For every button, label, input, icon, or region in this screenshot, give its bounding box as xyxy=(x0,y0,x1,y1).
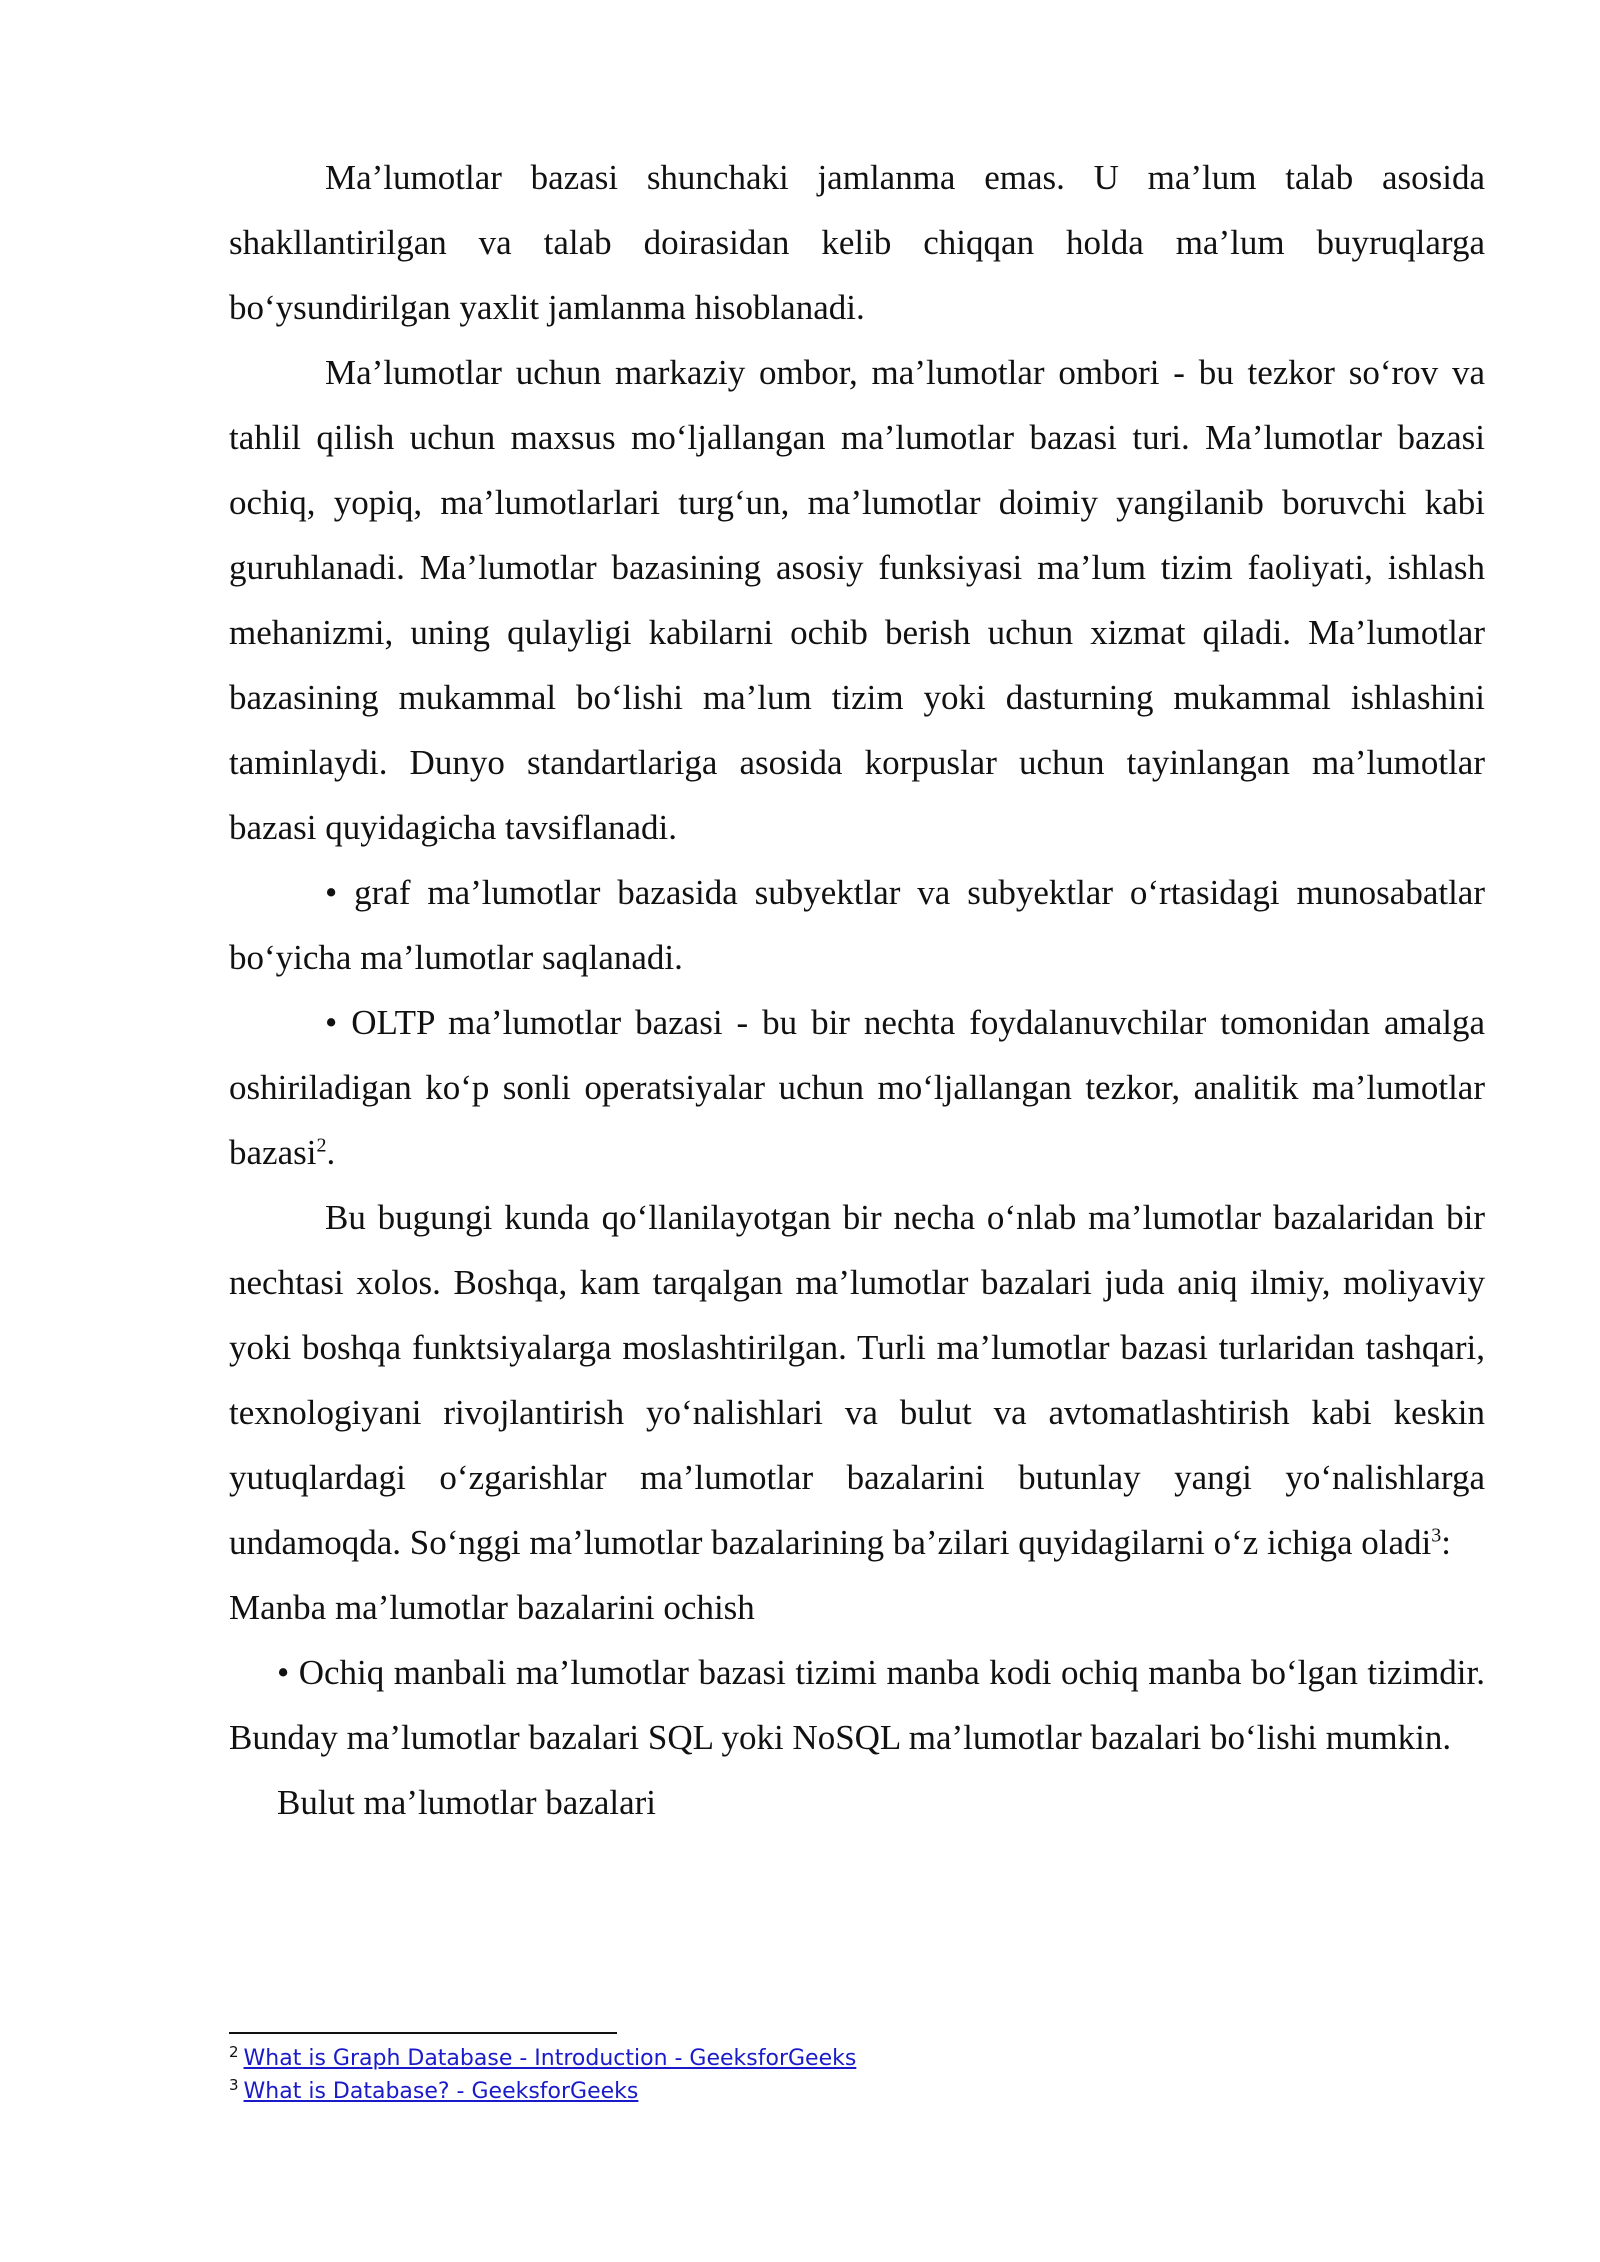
bullet-graph-database xyxy=(229,860,1485,990)
footnote-ref-3[interactable]: 3 xyxy=(1431,1524,1442,1547)
footnote-3 xyxy=(229,2075,1229,2108)
heading-cloud-databases-text: Bulut ma’lumotlar bazalari xyxy=(277,1783,657,1822)
footnote-link-graph-database[interactable]: What is Graph Database - Introduction - GeeksforGeeks xyxy=(243,2046,857,2071)
footnote-number: 3 xyxy=(229,2075,239,2094)
bullet-open-source-database-text: • Ochiq manbali ma’lumotlar bazasi tizimi manba kodi ochiq manba bo‘lgan tizimdir. Bunday ma’lumotlar bazalari SQL yoki NoSQL ma’lumotlar bazalari bo‘lishi mumkin. xyxy=(229,1653,1485,1757)
paragraph-central-storage xyxy=(229,340,1485,860)
paragraph-intro-text: Ma’lumotlar bazasi shunchaki jamlanma emas. U ma’lum talab asosida shakllantirilgan va talab doirasidan kelib chiqqan holda ma’lum buyruqlarga bo‘ysundirilgan yaxlit jamlanma hisoblanadi. xyxy=(229,158,1485,327)
footnote-link-database[interactable]: What is Database? - GeeksforGeeks xyxy=(243,2079,639,2104)
paragraph-modern-databases-tail: : xyxy=(1441,1523,1451,1562)
bullet-oltp-database xyxy=(229,990,1485,1185)
footnotes xyxy=(229,2042,1229,2108)
paragraph-modern-databases xyxy=(229,1185,1485,1575)
heading-open-source-databases-text: Manba ma’lumotlar bazalarini ochish xyxy=(229,1588,755,1627)
heading-open-source-databases xyxy=(229,1575,1485,1640)
document-body xyxy=(229,145,1485,1835)
heading-cloud-databases xyxy=(229,1770,1485,1835)
bullet-open-source-database xyxy=(229,1640,1485,1770)
paragraph-intro xyxy=(229,145,1485,340)
footnote-number: 2 xyxy=(229,2042,239,2061)
footnote-ref-2[interactable]: 2 xyxy=(316,1134,327,1157)
bullet-oltp-database-tail: . xyxy=(326,1133,336,1172)
bullet-graph-database-text: • graf ma’lumotlar bazasida subyektlar va subyektlar o‘rtasidagi munosabatlar bo‘yicha ma’lumotlar saqlanadi. xyxy=(229,873,1485,977)
paragraph-modern-databases-text: Bu bugungi kunda qo‘llanilayotgan bir necha o‘nlab ma’lumotlar bazalaridan bir nechtasi xolos. Boshqa, kam tarqalgan ma’lumotlar bazalari juda aniq ilmiy, moliyaviy yoki boshqa funktsiyalarga moslashtirilgan. Turli ma’lumotlar bazasi turlaridan tashqari, texnologiyani rivojlantirish yo‘nalishlari va bulut va avtomatlashtirish kabi keskin yutuqlardagi o‘zgarishlar ma’lumotlar bazalarini butunlay yangi yo‘nalishlarga undamoqda. So‘nggi ma’lumotlar bazalarining ba’zilari quyidagilarni o‘z ichiga oladi xyxy=(229,1198,1485,1562)
bullet-oltp-database-text: • OLTP ma’lumotlar bazasi - bu bir nechta foydalanuvchilar tomonidan amalga oshiriladigan ko‘p sonli operatsiyalar uchun mo‘ljallangan tezkor, analitik ma’lumotlar bazasi xyxy=(229,1003,1485,1172)
footnote-separator xyxy=(229,2032,617,2034)
paragraph-central-storage-text: Ma’lumotlar uchun markaziy ombor, ma’lumotlar ombori - bu tezkor so‘rov va tahlil qilish uchun maxsus mo‘ljallangan ma’lumotlar bazasi turi. Ma’lumotlar bazasi ochiq, yopiq, ma’lumotlarlari turg‘un, ma’lumotlar doimiy yangilanib boruvchi kabi guruhlanadi. Ma’lumotlar bazasining asosiy funksiyasi ma’lum tizim faoliyati, ishlash mehanizmi, uning qulayligi kabilarni ochib berish uchun xizmat qiladi. Ma’lumotlar bazasining mukammal bo‘lishi ma’lum tizim yoki dasturning mukammal ishlashini taminlaydi. Dunyo standartlariga asosida korpuslar uchun tayinlangan ma’lumotlar bazasi quyidagicha tavsiflanadi. xyxy=(229,353,1485,847)
footnote-2 xyxy=(229,2042,1229,2075)
